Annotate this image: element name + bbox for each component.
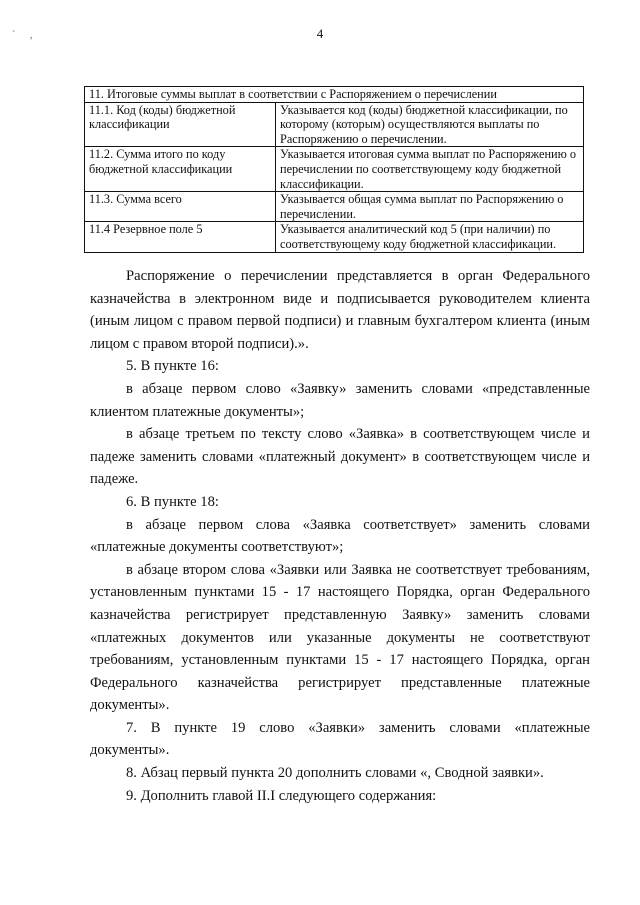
requisites-table xyxy=(84,86,584,253)
paragraph: 7. В пункте 19 слово «Заявки» заменить словами «платежные документы». xyxy=(90,719,590,759)
paragraph: в абзаце первом слова «Заявка соответствует» заменить словами «платежные документы соответствуют»; xyxy=(90,516,590,556)
paragraph: в абзаце третьем по тексту слово «Заявка» в соответствующем числе и падеже заменить словами «платежный документ» в соответствующем числе и падеже. xyxy=(90,426,590,488)
field-cell: 11.4 Резервное поле 5 xyxy=(85,222,276,252)
scan-marks: ` , xyxy=(12,30,39,41)
paragraph: 8. Абзац первый пункта 20 дополнить словами «, Сводной заявки». xyxy=(126,765,544,782)
page-number: 4 xyxy=(316,26,324,41)
table-row xyxy=(85,102,584,147)
paragraph: 5. В пункте 16: xyxy=(126,358,219,375)
table-section-header: 11. Итоговые суммы выплат в соответствии с Распоряжением о перечислении xyxy=(85,87,584,103)
field-cell: 11.2. Сумма итого по коду бюджетной классификации xyxy=(85,147,276,192)
table-header-row xyxy=(85,87,584,103)
paragraph: Распоряжение о перечислении представляется в орган Федерального казначейства в электронном виде и подписывается руководителем клиента (иным лицом с правом первой подписи) и главным бухгалтером клиента (иным лицом с правом второй подписи).». xyxy=(90,268,590,352)
table-row xyxy=(85,222,584,252)
field-cell: 11.1. Код (коды) бюджетной классификации xyxy=(85,102,276,147)
table-row xyxy=(85,192,584,222)
paragraph: в абзаце втором слова «Заявки или Заявка не соответствует требованиям, установленным пунктами 15 - 17 настоящего Порядка, орган Федерального казначейства регистрирует представленную Заявку» заменить словами «платежных документов или указанные документы не соответствуют требованиям, установленным пунктами 15 - 17 настоящего Порядка, орган Федерального казначейства регистрирует представленные платежные документы». xyxy=(90,561,590,714)
description-cell: Указывается код (коды) бюджетной классификации, по которому (которым) осуществляются выплаты по Распоряжению о перечислении. xyxy=(276,102,584,147)
paragraph: 6. В пункте 18: xyxy=(126,493,219,510)
paragraph: в абзаце первом слово «Заявку» заменить словами «представленные клиентом платежные документы»; xyxy=(90,380,590,420)
description-cell: Указывается аналитический код 5 (при наличии) по соответствующему коду бюджетной классификации. xyxy=(276,222,584,252)
description-cell: Указывается итоговая сумма выплат по Распоряжению о перечислении по соответствующему коду бюджетной классификации. xyxy=(276,147,584,192)
document-body xyxy=(90,265,590,807)
description-cell: Указывается общая сумма выплат по Распоряжению о перечислении. xyxy=(276,192,584,222)
field-cell: 11.3. Сумма всего xyxy=(85,192,276,222)
paragraph: 9. Дополнить главой II.I следующего содержания: xyxy=(126,787,437,804)
table-row xyxy=(85,147,584,192)
